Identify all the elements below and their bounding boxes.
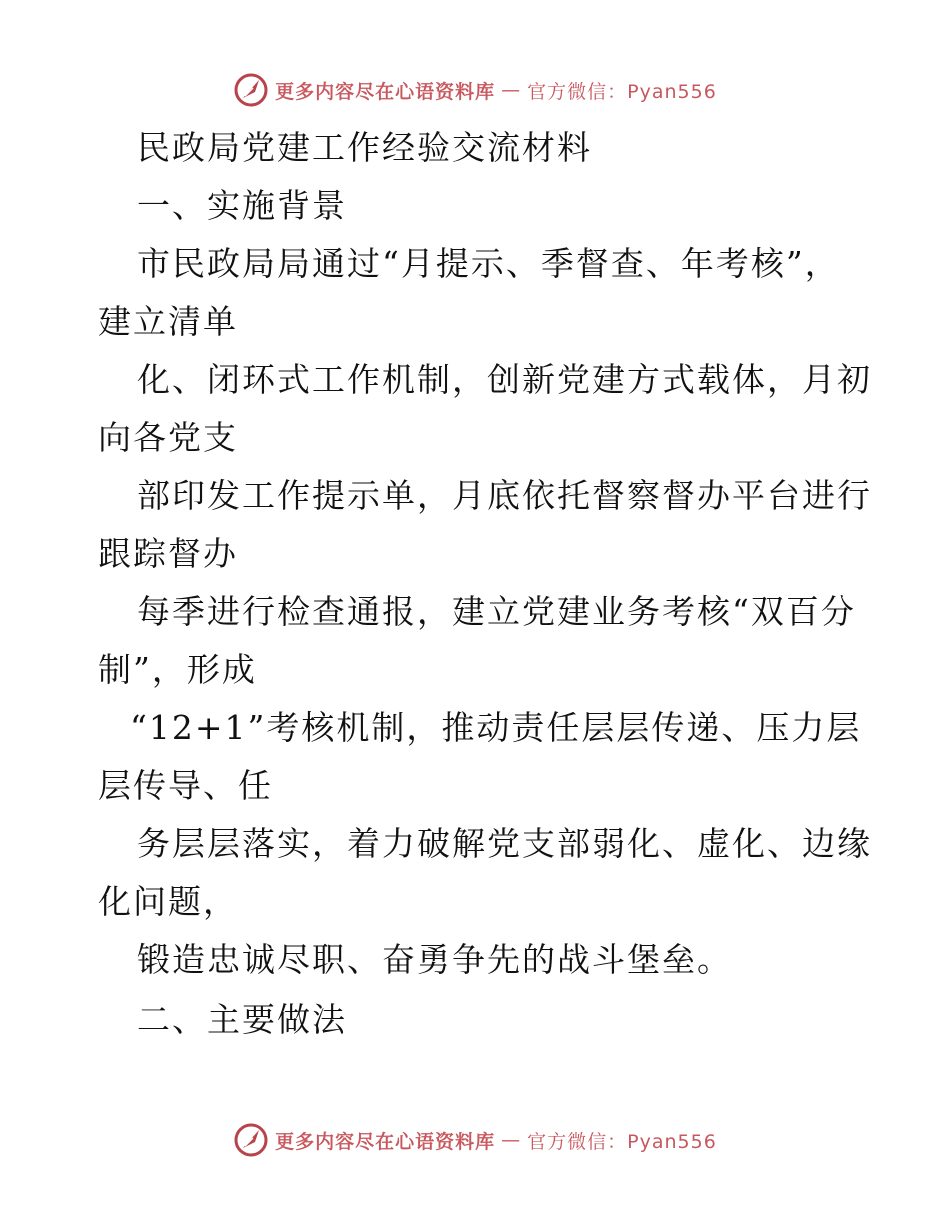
section-heading-1: 一、实施背景 — [137, 186, 347, 225]
watermark-dash: — — [501, 79, 522, 101]
watermark-text: 更多内容尽在心语资料库 — [275, 80, 496, 103]
watermark-text: 更多内容尽在心语资料库 — [275, 1130, 496, 1153]
paragraph-line: 层传导、任 — [98, 766, 273, 805]
watermark-wechat: 官方微信：Pyan556 — [527, 1130, 717, 1153]
paragraph-line: 化、闭环式工作机制，创新党建方式载体，月初 — [137, 360, 872, 399]
quill-pen-logo-icon — [233, 72, 269, 108]
paragraph-line: 市民政局局通过“月提示、季督查、年考核”， — [137, 244, 840, 283]
paragraph-line: 锻造忠诚尽职、奋勇争先的战斗堡垒。 — [137, 940, 732, 979]
paragraph-line: 制”，形成 — [98, 650, 257, 689]
watermark-wechat: 官方微信：Pyan556 — [527, 80, 717, 103]
paragraph-line: 化问题， — [98, 882, 238, 921]
paragraph-line: 部印发工作提示单，月底依托督察督办平台进行 — [137, 476, 872, 515]
paragraph-line: 建立清单 — [98, 302, 238, 341]
paragraph-line: 向各党支 — [98, 418, 238, 457]
paragraph-line: 每季进行检查通报，建立党建业务考核“双百分 — [137, 592, 856, 631]
paragraph-line: 务层层落实，着力破解党支部弱化、虚化、边缘 — [137, 824, 872, 863]
header-watermark — [0, 72, 950, 108]
paragraph-line: 跟踪督办 — [98, 534, 238, 573]
document-title: 民政局党建工作经验交流材料 — [137, 128, 592, 167]
paragraph-line: “12+1”考核机制，推动责任层层传递、压力层 — [130, 708, 862, 747]
footer-watermark — [0, 1122, 950, 1158]
quill-pen-logo-icon — [233, 1122, 269, 1158]
watermark-dash: — — [501, 1129, 522, 1151]
section-heading-2: 二、主要做法 — [137, 1000, 347, 1039]
